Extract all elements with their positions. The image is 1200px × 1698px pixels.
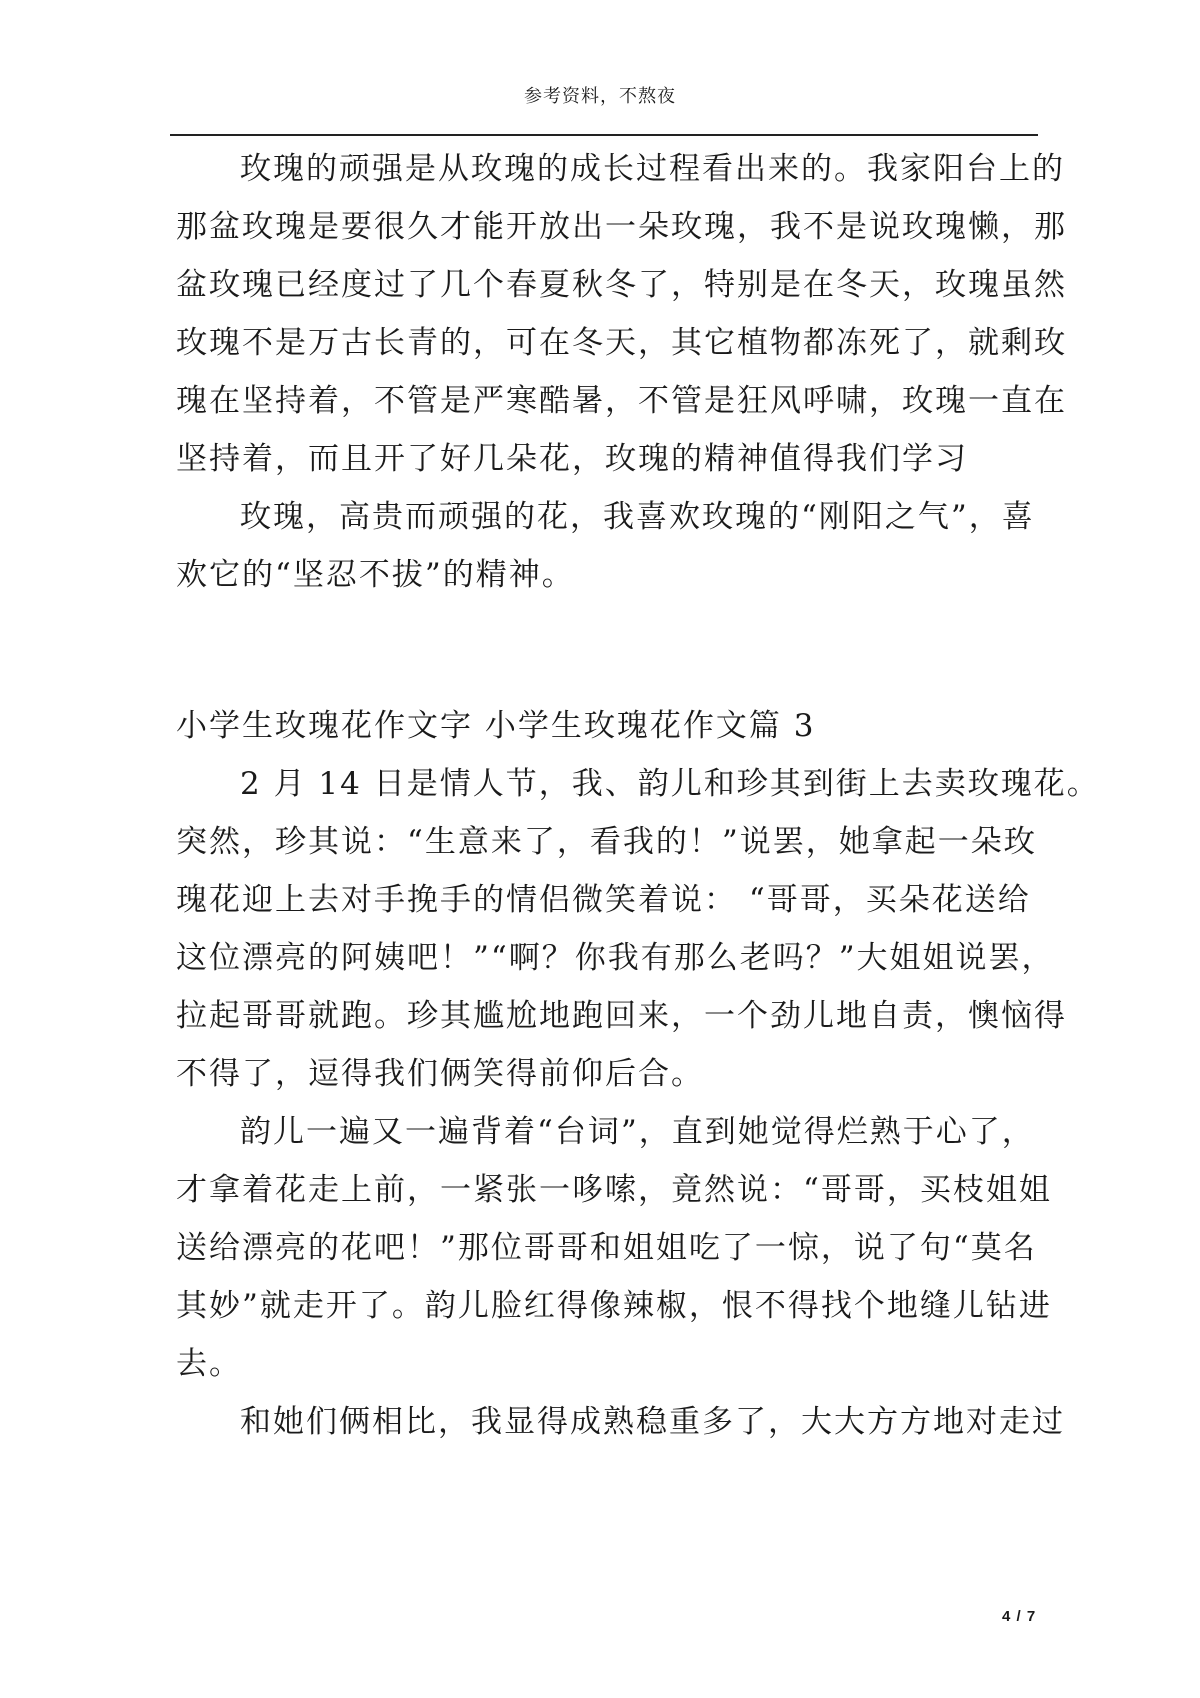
text-line: 玫瑰，高贵而顽强的花，我喜欢玫瑰的“刚阳之气”，喜 <box>240 499 1035 535</box>
text-line: 瑰在坚持着，不管是严寒酷暑，不管是狂风呼啸，玫瑰一直在 <box>176 383 1067 419</box>
page-number: 4 / 7 <box>1002 1608 1037 1625</box>
header-divider <box>170 134 1038 136</box>
text-line: 拉起哥哥就跑。珍其尴尬地跑回来，一个劲儿地自责，懊恼得 <box>176 998 1067 1034</box>
section-heading: 小学生玫瑰花作文字 小学生玫瑰花作文篇 3 <box>176 708 816 744</box>
text-line: 突然，珍其说：“生意来了，看我的！”说罢，她拿起一朵玫 <box>176 824 1037 860</box>
text-line: 才拿着花走上前，一紧张一哆嗦，竟然说：“哥哥，买枝姐姐 <box>176 1172 1052 1208</box>
page-header: 参考资料，不熬夜 <box>524 86 676 107</box>
text-line: 玫瑰不是万古长青的，可在冬天，其它植物都冻死了，就剩玫 <box>176 325 1067 361</box>
text-line: 送给漂亮的花吧！”那位哥哥和姐姐吃了一惊，说了句“莫名 <box>176 1230 1037 1266</box>
text-line: 去。 <box>176 1346 242 1382</box>
text-line: 欢它的“坚忍不拔”的精神。 <box>176 557 575 593</box>
text-line: 盆玫瑰已经度过了几个春夏秋冬了，特别是在冬天，玫瑰虽然 <box>176 267 1067 303</box>
text-line: 瑰花迎上去对手挽手的情侣微笑着说： “哥哥，买朵花送给 <box>176 882 1031 918</box>
paragraph-spacer <box>176 604 1036 662</box>
text-line: 不得了，逗得我们俩笑得前仰后合。 <box>176 1056 704 1092</box>
text-line: 玫瑰的顽强是从玫瑰的成长过程看出来的。我家阳台上的 <box>240 151 1065 187</box>
text-line: 这位漂亮的阿姨吧！”“啊？你我有那么老吗？”大姐姐说罢， <box>176 940 1055 976</box>
text-line: 其妙”就走开了。韵儿脸红得像辣椒，恨不得找个地缝儿钻进 <box>176 1288 1052 1324</box>
text-line: 那盆玫瑰是要很久才能开放出一朵玫瑰，我不是说玫瑰懒，那 <box>176 209 1067 245</box>
text-line: 和她们俩相比，我显得成熟稳重多了，大大方方地对走过 <box>240 1404 1065 1440</box>
text-line: 韵儿一遍又一遍背着“台词”，直到她觉得烂熟于心了， <box>240 1114 1035 1150</box>
text-line: 坚持着，而且开了好几朵花，玫瑰的精神值得我们学习 <box>176 441 968 477</box>
document-body <box>176 140 1100 1451</box>
text-line: 2 月 14 日是情人节，我、韵儿和珍其到街上去卖玫瑰花。 <box>240 766 1100 802</box>
